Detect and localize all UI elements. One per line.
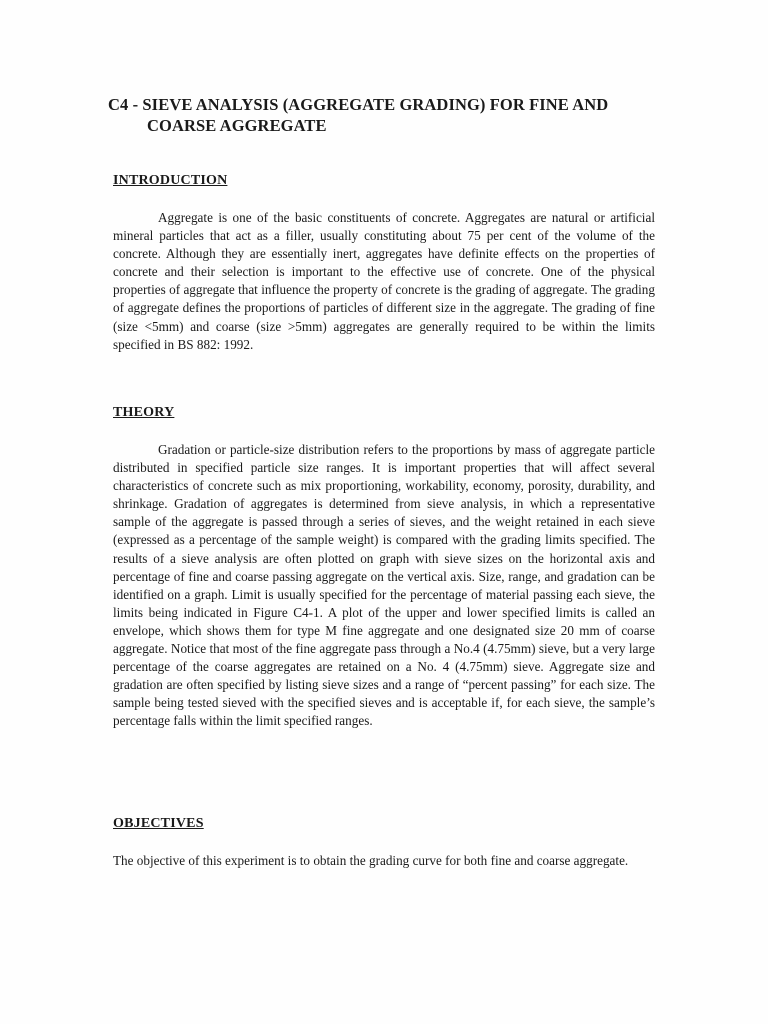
title-line-2: COARSE AGGREGATE (147, 116, 327, 135)
theory-paragraph: Gradation or particle-size distribution refers to the proportions by mass of aggregate particle distributed in specified particle size ranges. It is important properties that will affect several characteristics of concrete such as mix proportioning, workability, economy, porosity, durability, and shrinkage. Gradation of aggregates is determined from sieve analysis, in which a representative sample of the aggregate is passed through a series of sieves, and the weight retained in each sieve (expressed as a percentage of the sample weight) is compared with the grading limits specified. The results of a sieve analysis are often plotted on graph with sieve sizes on the horizontal axis and percentage of fine and coarse passing aggregate on the vertical axis. Size, range, and gradation can be identified on a graph. Limit is usually specified for the percentage of material passing each sieve, the limits being indicated in Figure C4-1. A plot of the upper and lower specified limits is called an envelope, which shows them for type M fine aggregate and one designated size 20 mm of coarse aggregate. Notice that most of the fine aggregate pass through a No.4 (4.75mm) sieve, but a very large percentage of the coarse aggregates are retained on a No. 4 (4.75mm) sieve. Aggregate size and gradation are often specified by listing sieve sizes and a range of “percent passing” for each size. The sample being tested sieved with the specified sieves and is acceptable if, for each sieve, the sample’s percentage falls within the limit specified ranges. (113, 442, 655, 729)
introduction-heading: INTRODUCTION (113, 173, 228, 188)
introduction-paragraph: Aggregate is one of the basic constituents of concrete. Aggregates are natural or artificial mineral particles that act as a filler, usually constituting about 75 per cent of the volume of the concrete. Although they are essentially inert, aggregates have definite effects on the properties of concrete and their selection is important to the effective use of concrete. One of the physical properties of aggregate that influence the property of concrete is the grading of aggregate. The grading of aggregate defines the proportions of particles of different size in the aggregate. The grading of fine (size <5mm) and coarse (size >5mm) aggregates are generally required to be within the limits specified in BS 882: 1992. (113, 210, 655, 352)
title-line-1: C4 - SIEVE ANALYSIS (AGGREGATE GRADING) FOR FINE AND (108, 95, 609, 114)
document-title (108, 94, 668, 136)
objectives-heading: OBJECTIVES (113, 816, 204, 831)
theory-heading: THEORY (113, 405, 175, 420)
objectives-paragraph: The objective of this experiment is to obtain the grading curve for both fine and coarse aggregate. (113, 853, 629, 868)
